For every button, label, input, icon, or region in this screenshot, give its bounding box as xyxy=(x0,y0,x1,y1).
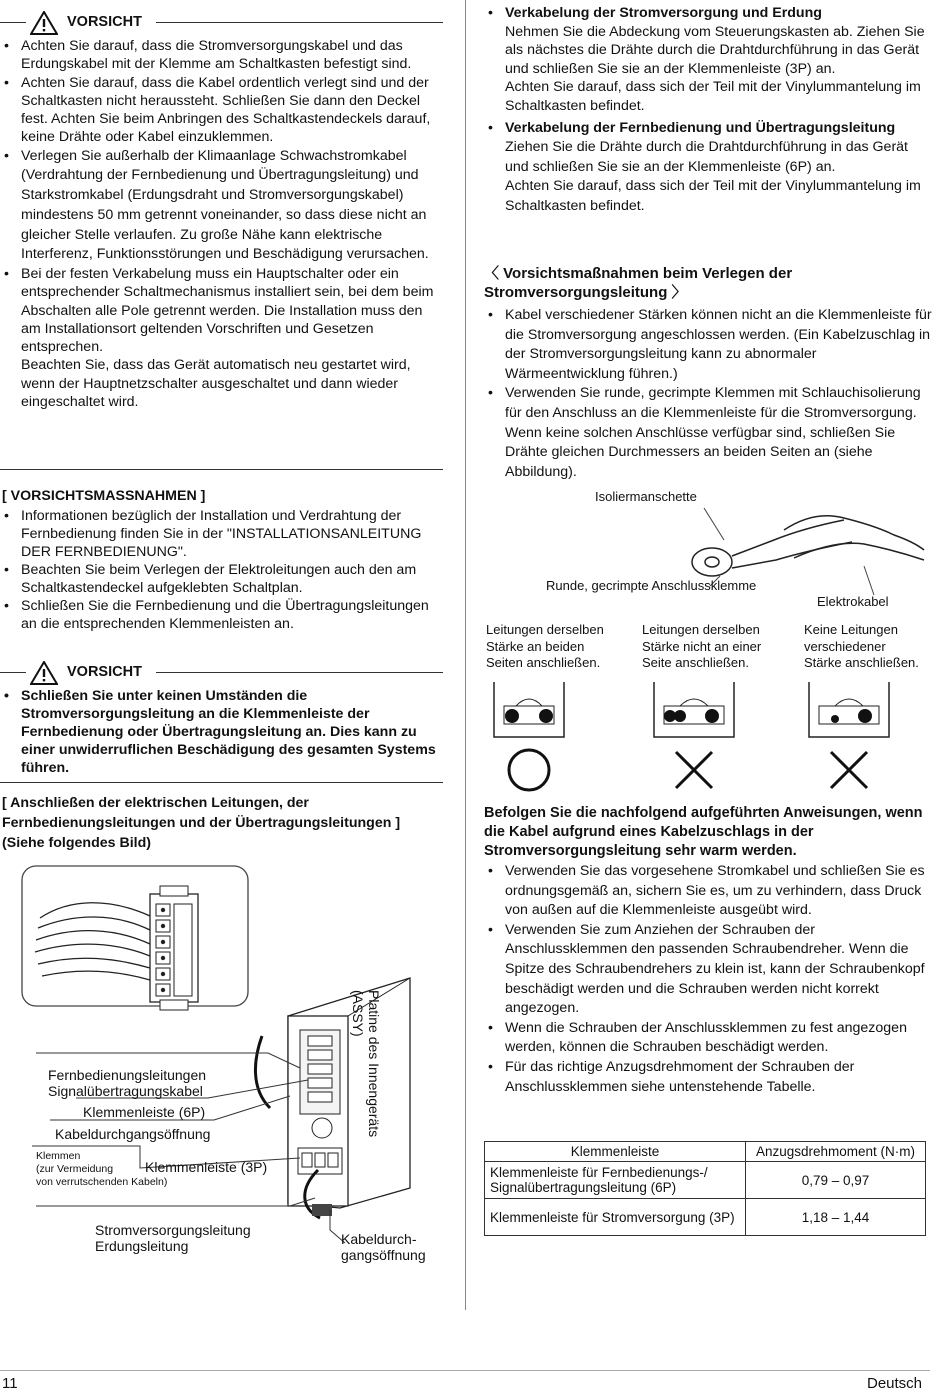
case-bad1-label: Leitungen derselben Stärke nicht an einer Seite anschließen. xyxy=(642,622,762,670)
table-header: Anzugsdrehmoment (N·m) xyxy=(746,1142,926,1162)
opening-label: Kabeldurchgangsöffnung xyxy=(55,1126,211,1142)
table-row xyxy=(485,1162,926,1199)
list-item: • Verwenden Sie das vorgesehene Stromkabel und schließen Sie es ordnungsgemäß an, sichern Sie es, um zu verhindern, dass Druck von außen auf die Klemmenleiste ausgeübt wird. xyxy=(484,862,934,921)
column-divider xyxy=(465,0,466,1310)
list-item: • Verwenden Sie zum Anziehen der Schrauben der Anschlussklemmen den passenden Schraubendreher. Wenn die Spitze des Schraubendrehers zu klein ist, kann der Schraubenkopf beschädigt werden und die Schrauben werden nicht korrekt angezogen. xyxy=(484,921,934,1019)
warning-icon xyxy=(30,11,58,35)
hot-cables-title: Befolgen Sie die nachfolgend aufgeführten Anweisungen, wenn die Kabel aufgrund eines Kabelzuschlags in der Stromversorgungsleitung sehr warm werden. xyxy=(484,805,923,859)
table-cell: 1,18 – 1,44 xyxy=(746,1199,926,1236)
caution-list xyxy=(0,37,445,411)
step-title: • Verkabelung der Fernbedienung und Übertragungsleitung xyxy=(505,120,896,136)
list-item: • Beachten Sie beim Verlegen der Elektroleitungen auch den am Schaltkastendeckel aufgeklebten Schaltplan. xyxy=(0,561,445,597)
ground-line-label: Erdungsleitung xyxy=(95,1238,189,1254)
list-item: • Schließen Sie die Fernbedienung und die Übertragungsleitungen an die entsprechenden Klemmenleisten an. xyxy=(0,597,445,633)
precautions-list xyxy=(0,507,445,633)
power-line-label: Stromversorgungsleitung xyxy=(95,1222,251,1238)
connect-title: [ Anschließen der elektrischen Leitungen, der Fernbedienungsleitungen und der Übertragungsleitungen ] (Siehe folgendes Bild) xyxy=(2,795,401,851)
remote-line-label: Fernbedienungsleitungen xyxy=(48,1067,207,1083)
caution-header xyxy=(0,11,443,33)
table-header: Klemmenleiste xyxy=(485,1142,746,1162)
crimp-label: Runde, gecrimpte Anschlussklemme xyxy=(546,578,757,593)
opening2-label-1: Kabeldurch- xyxy=(341,1231,417,1247)
table-cell: 0,79 – 0,97 xyxy=(746,1162,926,1199)
list-item: • Für das richtige Anzugsdrehmoment der Schrauben der Anschlussklemmen siehe untenstehende Tabelle. xyxy=(484,1058,934,1097)
step-text: Nehmen Sie die Abdeckung vom Steuerungskasten ab. Ziehen Sie als nächstes die Drähte durch die Drahtdurchführung in das Gerät und schließen Sie sie an der Klemmenleiste (3P) an. xyxy=(505,23,925,77)
list-item: • Informationen bezüglich der Installation und Verdrahtung der Fernbedienung finden Sie in der "INSTALLATIONSANLEITUNG DER FERNBEDIENUNG". xyxy=(0,507,445,561)
caution-2-list xyxy=(0,687,445,777)
list-item: • Schließen Sie unter keinen Umständen die Stromversorgungsleitung an die Klemmenleiste der Fernbedienung oder Übertragungsleitung an. Dies kann zu einer unwiderruflichen Beschädigung des gesamten Systems führen. xyxy=(0,687,445,777)
page-number: 11 xyxy=(2,1375,18,1392)
case-bad2-label: Keine Leitungen verschiedener Stärke anschließen. xyxy=(804,622,919,670)
sleeve-label: Isoliermanschette xyxy=(595,489,697,504)
table-header-row xyxy=(485,1142,926,1162)
step-title: • Verkabelung der Stromversorgung und Erdung xyxy=(505,5,822,21)
list-item: • Bei der festen Verkabelung muss ein Hauptschalter oder ein entsprechender Schaltmechanismus installiert sein, bei dem beim Abschalten alle Pole getrennt werden. Die Installation muss den am Installationsort geltenden Vorschriften und Gesetzen entsprechen. xyxy=(0,265,445,356)
restart-note: Beachten Sie, dass das Gerät automatisch neu gestartet wird, wenn der Hauptnetzschalter ausgeschaltet und dann wieder eingeschaltet wird. xyxy=(21,357,411,411)
list-item: • Verlegen Sie außerhalb der Klimaanlage Schwachstromkabel (Verdrahtung der Fernbedienung und Übertragungsleitung) und Starkstromkabel (Erdungsdraht und Stromversorgungskabel) mindestens 50 mm getrennt voneinander, so dass diese nicht an gleicher Stelle verlaufen. Zu große Nähe kann elektrische Interferenz, Funktionsstörungen und Beschädigung verursachen. xyxy=(0,147,445,265)
caution-title: VORSICHT xyxy=(67,664,142,680)
power-precautions-list xyxy=(484,306,934,482)
table-cell: Klemmenleiste für Fernbedienungs-/ Signalübertragungsleitung (6P) xyxy=(485,1162,746,1199)
case-ok-label: Leitungen derselben Stärke an beiden Seiten anschließen. xyxy=(486,622,604,670)
list-item: • Verwenden Sie runde, gecrimpte Klemmen mit Schlauchisolierung für den Anschluss an die Klemmenleiste für die Stromversorgung. Wenn keine solchen Anschlüsse verfügbar sind, schließen Sie Drähte gleichen Durchmessers an beiden Seiten an (siehe Abbildung). xyxy=(484,384,934,482)
warning-icon xyxy=(30,661,58,685)
list-item: • Achten Sie darauf, dass die Stromversorgungskabel und das Erdungskabel mit der Klemme am Schaltkasten befestigt sind. xyxy=(0,37,445,74)
step-text: Achten Sie darauf, dass sich der Teil mit der Vinylummantelung im Schaltkasten befindet. xyxy=(505,79,921,114)
wiring-steps xyxy=(484,4,934,216)
terminal-6p-label: Klemmenleiste (6P) xyxy=(83,1104,206,1120)
table-cell: Klemmenleiste für Stromversorgung (3P) xyxy=(485,1199,746,1236)
signal-cable-label: Signalübertragungskabel xyxy=(48,1083,203,1099)
torque-table xyxy=(484,1141,926,1236)
clamp-label: Klemmen (zur Vermeidung von verrutschenden Kabeln) xyxy=(36,1150,168,1188)
table-row xyxy=(485,1199,926,1236)
list-item: • Kabel verschiedener Stärken können nicht an die Klemmenleiste für die Stromversorgung angeschlossen werden. (Ein Kabelzuschlag in der Stromversorgungsleitung kann zu abnormaler Wärmeentwicklung führen.) xyxy=(484,306,934,384)
caution-header-2 xyxy=(0,661,443,683)
divider xyxy=(0,469,443,470)
opening2-label-2: gangsöffnung xyxy=(341,1247,426,1263)
hot-cables-list xyxy=(484,862,934,1097)
footer-language: Deutsch xyxy=(867,1375,923,1392)
step-text: Ziehen Sie die Drähte durch die Drahtdurchführung in das Gerät und schließen Sie sie an der Klemmenleiste (6P) an. xyxy=(505,139,908,175)
caution-title: VORSICHT xyxy=(67,14,142,30)
platine-label: Platine des Innengeräts (ASSY) xyxy=(350,990,382,1138)
precautions-title: [ VORSICHTSMASSNAHMEN ] xyxy=(2,488,206,504)
divider xyxy=(0,782,443,783)
cable-label: Elektrokabel xyxy=(817,594,889,609)
power-precautions-title: 〈 Vorsichtsmaßnahmen beim Verlegen der Stromversorgungsleitung 〉 xyxy=(484,265,793,301)
list-item: • Achten Sie darauf, dass die Kabel ordentlich verlegt sind und der Schaltkasten nicht heraussteht. Schließen Sie dann den Deckel fest. Achten Sie beim Anbringen des Schaltkastendeckels darauf, keine Drähte oder Kabel einzuklemmen. xyxy=(0,74,445,147)
footer-rule xyxy=(0,1370,930,1371)
list-item: • Wenn die Schrauben der Anschlussklemmen zu fest angezogen werden, können die Schrauben beschädigt werden. xyxy=(484,1019,934,1058)
terminal-3p-label: Klemmenleiste (3P) xyxy=(145,1159,268,1175)
step-text: Achten Sie darauf, dass sich der Teil mit der Vinylummantelung im Schaltkasten befindet. xyxy=(505,178,921,214)
